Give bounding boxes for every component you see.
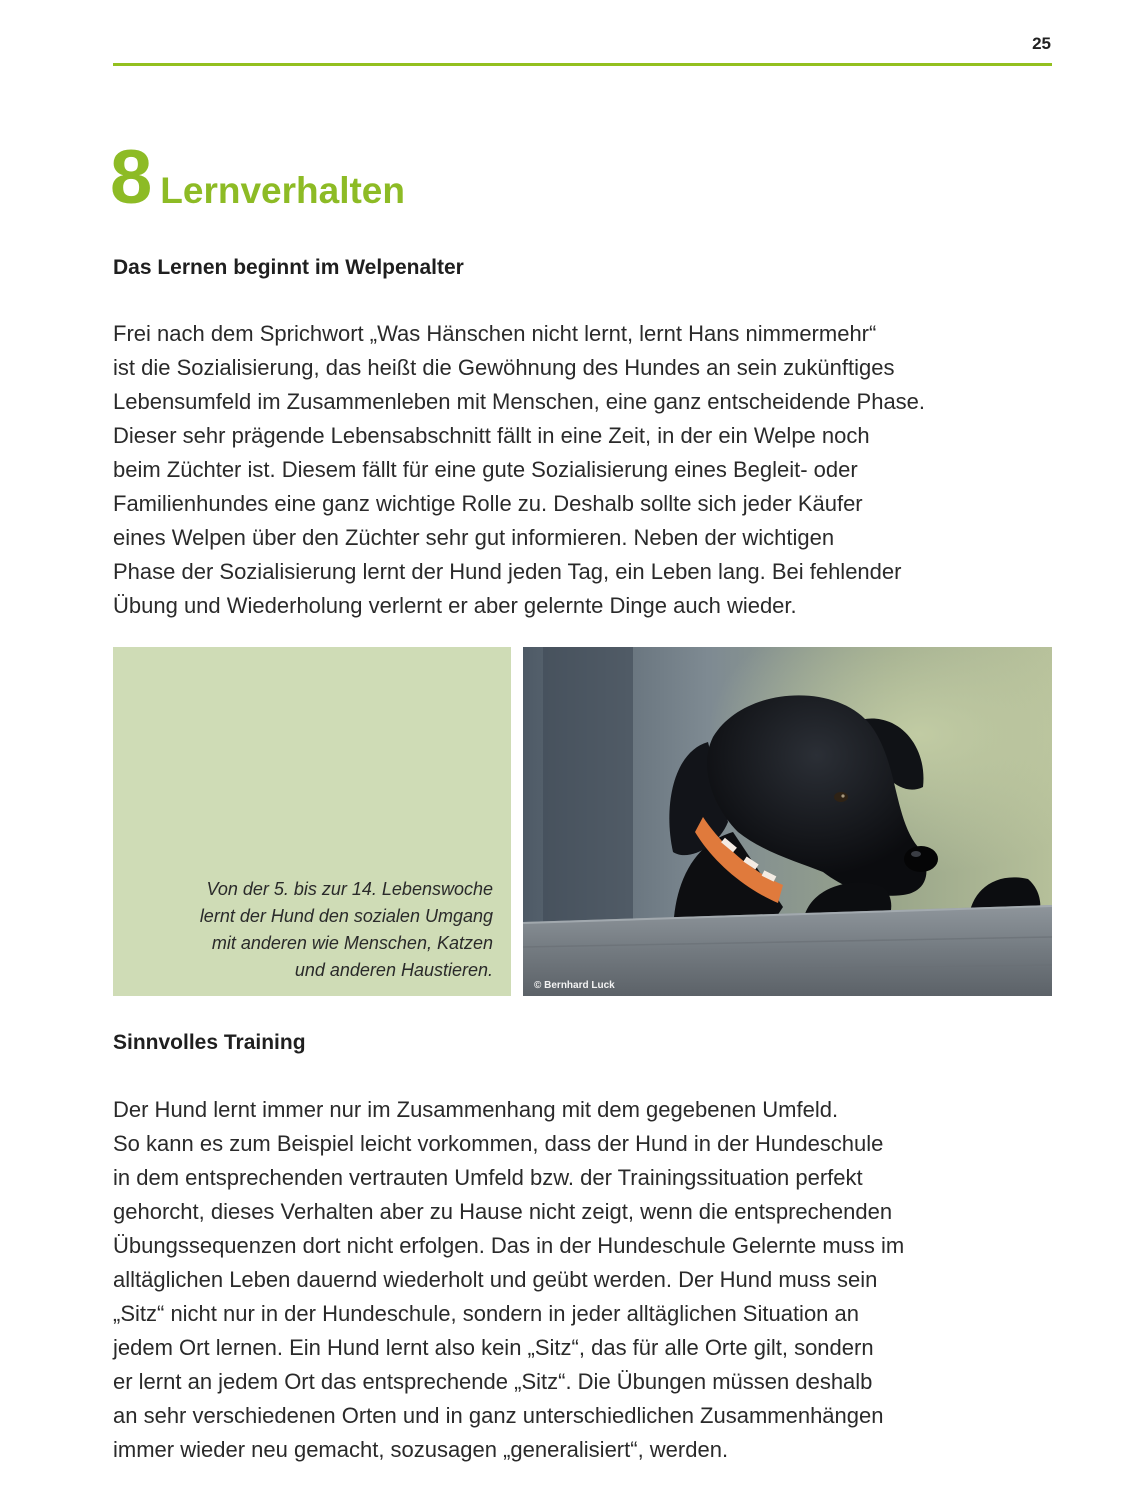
- caption-line: lernt der Hund den sozialen Umgang: [199, 906, 493, 926]
- header-rule: [113, 63, 1052, 66]
- paragraph-line: alltäglichen Leben dauernd wiederholt und geübt werden. Der Hund muss sein: [113, 1267, 878, 1292]
- paragraph-line: jedem Ort lernen. Ein Hund lernt also kein „Sitz“, das für alle Orte gilt, sondern: [113, 1335, 874, 1360]
- paragraph-line: in dem entsprechenden vertrauten Umfeld bzw. der Trainingssituation perfekt: [113, 1165, 863, 1190]
- paragraph-line: Übung und Wiederholung verlernt er aber gelernte Dinge auch wieder.: [113, 593, 797, 618]
- chapter-heading: [110, 135, 405, 220]
- paragraph-line: Übungssequenzen dort nicht erfolgen. Das in der Hundeschule Gelernte muss im: [113, 1233, 905, 1258]
- paragraph-line: an sehr verschiedenen Orten und in ganz unterschiedlichen Zusammenhängen: [113, 1403, 884, 1428]
- section-heading-welpenalter: Das Lernen beginnt im Welpenalter: [113, 256, 464, 279]
- caption-line: Von der 5. bis zur 14. Lebenswoche: [206, 879, 493, 899]
- photo-credit: © Bernhard Luck: [534, 980, 615, 991]
- puppy-illustration: [523, 647, 1052, 996]
- caption-line: mit anderen wie Menschen, Katzen: [211, 933, 493, 953]
- figure-caption: [123, 876, 493, 984]
- paragraph-line: eines Welpen über den Züchter sehr gut informieren. Neben der wichtigen: [113, 525, 835, 550]
- paragraph-line: Lebensumfeld im Zusammenleben mit Menschen, eine ganz entscheidende Phase.: [113, 389, 926, 414]
- paragraph-line: Frei nach dem Sprichwort „Was Hänschen nicht lernt, lernt Hans nimmermehr“: [113, 321, 877, 346]
- figure: [113, 647, 1052, 996]
- paragraph-line: „Sitz“ nicht nur in der Hundeschule, sondern in jeder alltäglichen Situation an: [113, 1301, 859, 1326]
- chapter-number: 8: [110, 135, 151, 220]
- puppy-photo: [523, 647, 1052, 996]
- paragraph-line: Dieser sehr prägende Lebensabschnitt fällt in eine Zeit, in der ein Welpe noch: [113, 423, 870, 448]
- caption-box: [113, 647, 511, 996]
- paragraph-line: beim Züchter ist. Diesem fällt für eine gute Sozialisierung eines Begleit- oder: [113, 457, 858, 482]
- paragraph-line: er lernt an jedem Ort das entsprechende „Sitz“. Die Übungen müssen deshalb: [113, 1369, 873, 1394]
- caption-line: und anderen Haustieren.: [294, 960, 493, 980]
- chapter-title: Lernverhalten: [160, 170, 405, 211]
- paragraph-line: immer wieder neu gemacht, sozusagen „generalisiert“, werden.: [113, 1437, 729, 1462]
- paragraph-line: gehorcht, dieses Verhalten aber zu Hause nicht zeigt, wenn die entsprechenden: [113, 1199, 893, 1224]
- paragraph-line: Familienhundes eine ganz wichtige Rolle zu. Deshalb sollte sich jeder Käufer: [113, 491, 863, 516]
- paragraph-line: So kann es zum Beispiel leicht vorkommen, dass der Hund in der Hundeschule: [113, 1131, 884, 1156]
- section-heading-training: Sinnvolles Training: [113, 1031, 306, 1054]
- paragraph-line: Der Hund lernt immer nur im Zusammenhang mit dem gegebenen Umfeld.: [113, 1097, 839, 1122]
- paragraph-training: [113, 1093, 1053, 1467]
- paragraph-line: ist die Sozialisierung, das heißt die Gewöhnung des Hundes an sein zukünftiges: [113, 355, 895, 380]
- page-number: 25: [1032, 34, 1051, 53]
- paragraph-line: Phase der Sozialisierung lernt der Hund jeden Tag, ein Leben lang. Bei fehlender: [113, 559, 902, 584]
- paragraph-sozialisierung: [113, 317, 1053, 623]
